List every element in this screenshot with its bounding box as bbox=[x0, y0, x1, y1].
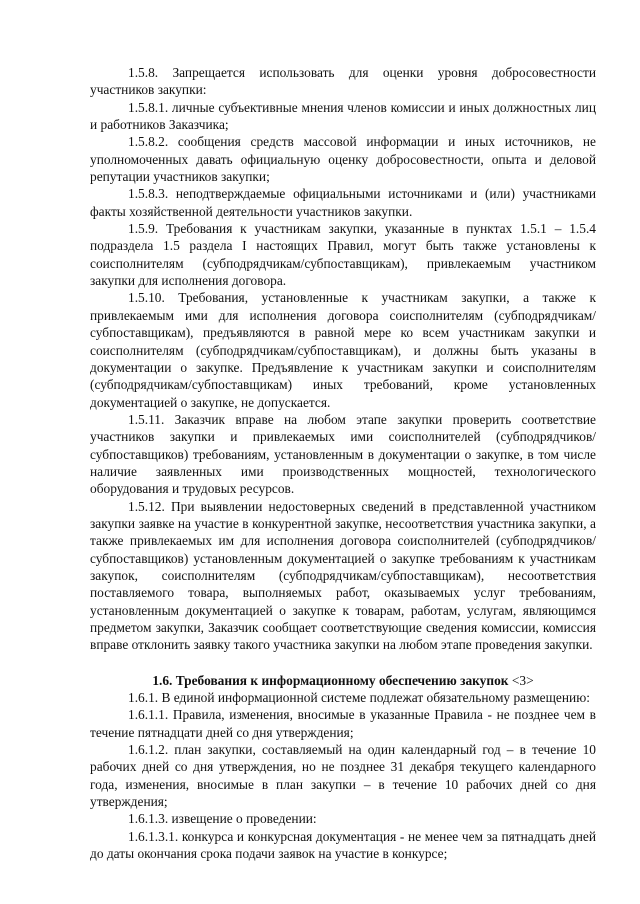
section-heading-1-6 bbox=[90, 672, 596, 689]
paragraph-1-5-8: 1.5.8. Запрещается использовать для оценки уровня добросовестности участников закупки: bbox=[90, 65, 596, 98]
paragraph-1-5-8-3: 1.5.8.3. неподтверждаемые официальными источниками и (или) участниками факты хозяйственной деятельности участников закупки. bbox=[90, 186, 596, 219]
paragraph-1-6-1-1: 1.6.1.1. Правила, изменения, вносимые в указанные Правила - не позднее чем в течение пятнадцати дней со дня утверждения; bbox=[90, 707, 596, 740]
paragraph-1-6-1-2: 1.6.1.2. план закупки, составляемый на один календарный год – в течение 10 рабочих дней со дня утверждения, но не позднее 31 декабря текущего календарного года, изменения, вносимые в план закупки – в течение 10 рабочих дней со дня утверждения; bbox=[90, 742, 596, 810]
paragraph-1-5-9: 1.5.9. Требования к участникам закупки, указанные в пунктах 1.5.1 – 1.5.4 подраздела 1.5 раздела I настоящих Правил, могут быть также установлены к соисполнителям (субподрядчикам/субпоставщикам), привлекаемым участником закупки для исполнения договора. bbox=[90, 221, 596, 289]
document-page bbox=[90, 64, 596, 862]
paragraph-1-5-10: 1.5.10. Требования, установленные к участникам закупки, а также к привлекаемым ими для исполнения договора соисполнителям (субподрядчикам/субпоставщикам), предъявляются в равной мере ко всем участникам закупки и соисполнителям (субподрядчикам/субпоставщикам), и должны быть указаны в документации о закупке. Предъявление к участникам закупки и соисполнителям (субподрядчикам/субпоставщикам) иных требований, кроме установленных документацией о закупке, не допускается. bbox=[90, 290, 596, 410]
section-heading-footnote-tag: <3> bbox=[511, 672, 534, 688]
paragraph-1-5-8-2: 1.5.8.2. сообщения средств массовой информации и иных источников, не уполномоченных давать официальную оценку добросовестности, опыта и деловой репутации участников закупки; bbox=[90, 134, 596, 185]
paragraph-1-5-8-1: 1.5.8.1. личные субъективные мнения членов комиссии и иных должностных лиц и работников Заказчика; bbox=[90, 99, 596, 133]
paragraph-1-6-1: 1.6.1. В единой информационной системе подлежат обязательному размещению: bbox=[128, 690, 590, 706]
section-heading-title: 1.6. Требования к информационному обеспечению закупок bbox=[152, 672, 509, 688]
paragraph-1-5-11: 1.5.11. Заказчик вправе на любом этапе закупки проверить соответствие участников закупки и привлекаемых ими соисполнителей (субподрядчиков/субпоставщиков) требованиям, установленным в документации о закупке, в том числе наличие заявленных ими производственных мощностей, технологического оборудования и трудовых ресурсов. bbox=[90, 411, 596, 497]
paragraph-1-6-1-3: 1.6.1.3. извещение о проведении: bbox=[128, 811, 317, 827]
paragraph-1-6-1-3-1: 1.6.1.3.1. конкурса и конкурсная документация - не менее чем за пятнадцать дней до даты окончания срока подачи заявок на участие в конкурсе; bbox=[90, 828, 596, 862]
paragraph-1-5-12: 1.5.12. При выявлении недостоверных сведений в представленной участником закупки заявке на участие в конкурентной закупке, несоответствия участника закупки, а также привлекаемых им для исполнения договора соисполнителей (субподрядчиков/субпоставщиков) установленным документацией о закупке требованиям к участникам закупок, соисполнителям (субподрядчикам/субпоставщикам), несоответствия поставляемого товара, выполняемых работ, оказываемых услуг требованиям, установленным документацией о закупке к товарам, работам, услугам, являющимся предметом закупки, Заказчик сообщает соответствующие сведения комиссии, комиссия вправе отклонить заявку такого участника закупки на любом этапе проведения закупки. bbox=[90, 498, 596, 653]
